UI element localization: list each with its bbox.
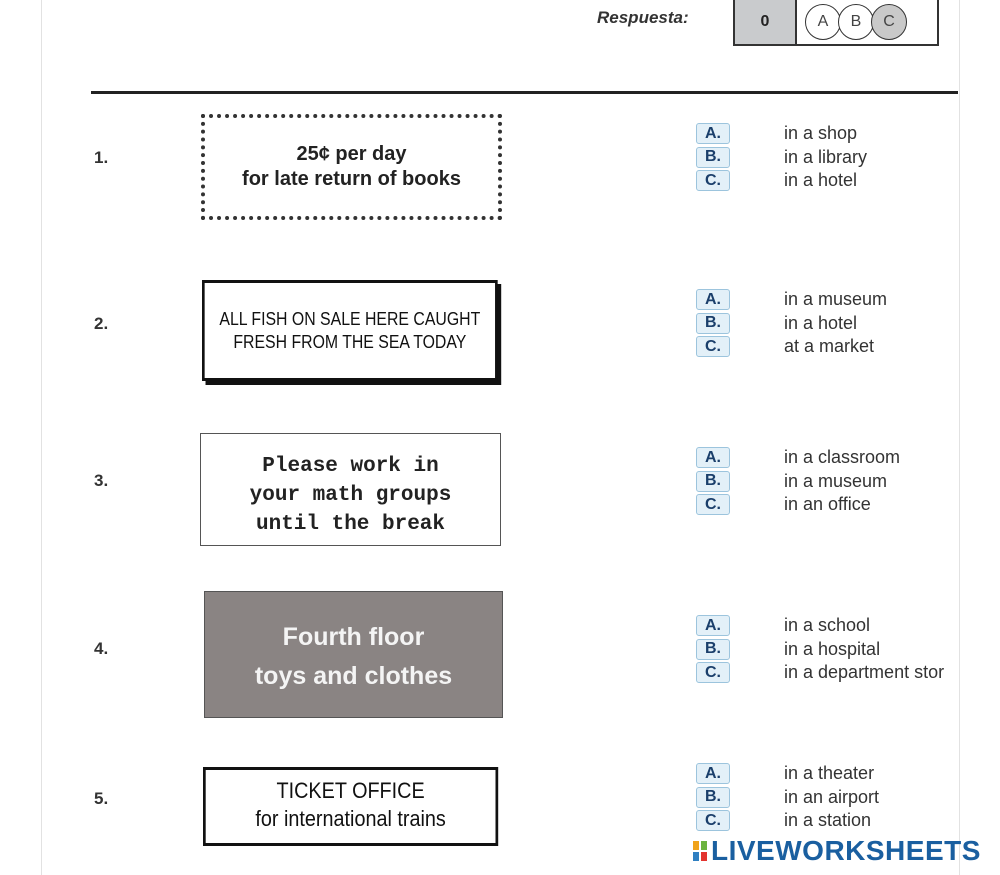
option-text[interactable]: in an office bbox=[784, 494, 871, 515]
option-letter[interactable]: B. bbox=[696, 147, 730, 168]
option-a[interactable] bbox=[696, 446, 901, 470]
option-c[interactable] bbox=[696, 809, 872, 833]
sign-image-4 bbox=[204, 591, 503, 718]
option-letter[interactable]: A. bbox=[696, 447, 730, 468]
answer-bubble-b: B bbox=[838, 4, 874, 40]
option-text[interactable]: in a hospital bbox=[784, 638, 881, 659]
option-a[interactable] bbox=[696, 122, 858, 146]
question-number: 4. bbox=[94, 639, 109, 658]
sign-text-line: toys and clothes bbox=[254, 662, 453, 690]
sign-image-3 bbox=[200, 433, 501, 546]
option-a[interactable] bbox=[696, 288, 888, 312]
option-letter[interactable]: A. bbox=[696, 615, 730, 636]
option-a[interactable] bbox=[696, 614, 871, 638]
answer-label: Respuesta: bbox=[597, 8, 689, 27]
answer-example-number: 0 bbox=[735, 0, 797, 44]
logo-square bbox=[700, 840, 708, 851]
sign-image-2 bbox=[202, 280, 498, 381]
question-number: 3. bbox=[94, 471, 109, 490]
logo-square bbox=[692, 851, 700, 862]
option-text[interactable]: in a library bbox=[784, 146, 868, 167]
option-letter[interactable]: B. bbox=[696, 787, 730, 808]
option-letter[interactable]: C. bbox=[696, 662, 730, 683]
question-number: 1. bbox=[94, 148, 109, 167]
option-text[interactable]: in a shop bbox=[784, 123, 858, 144]
logo-square bbox=[692, 840, 700, 851]
option-b[interactable] bbox=[696, 638, 881, 662]
option-text[interactable]: in a hotel bbox=[784, 170, 858, 191]
option-letter[interactable]: C. bbox=[696, 336, 730, 357]
sign-image-1 bbox=[201, 114, 502, 220]
question-number: 5. bbox=[94, 789, 109, 808]
option-text[interactable]: in a hotel bbox=[784, 312, 858, 333]
option-a[interactable] bbox=[696, 762, 875, 786]
option-c[interactable] bbox=[696, 169, 858, 193]
option-text[interactable]: in a museum bbox=[784, 470, 888, 491]
option-text[interactable]: in a museum bbox=[784, 289, 888, 310]
option-letter[interactable]: C. bbox=[696, 170, 730, 191]
option-letter[interactable]: C. bbox=[696, 494, 730, 515]
options-list-3 bbox=[696, 446, 901, 517]
option-b[interactable] bbox=[696, 146, 868, 170]
option-letter[interactable]: B. bbox=[696, 313, 730, 334]
answer-bubble-c: C bbox=[871, 4, 907, 40]
option-letter[interactable]: B. bbox=[696, 639, 730, 660]
liveworksheets-icon bbox=[692, 840, 708, 862]
option-text[interactable]: in a station bbox=[784, 810, 872, 831]
option-b[interactable] bbox=[696, 470, 888, 494]
option-text[interactable]: in a theater bbox=[784, 763, 875, 784]
header-divider bbox=[91, 91, 958, 94]
sign-text-line: for international trains bbox=[255, 806, 446, 831]
option-letter[interactable]: C. bbox=[696, 810, 730, 831]
option-text[interactable]: in a school bbox=[784, 615, 871, 636]
sign-text-line: 25¢ per day bbox=[296, 143, 407, 165]
option-b[interactable] bbox=[696, 786, 880, 810]
answer-example-box bbox=[733, 0, 939, 46]
option-text[interactable]: in an airport bbox=[784, 786, 880, 807]
option-letter[interactable]: A. bbox=[696, 763, 730, 784]
option-c[interactable] bbox=[696, 661, 945, 685]
option-text[interactable]: in a department stor bbox=[784, 662, 945, 683]
options-list-2 bbox=[696, 288, 888, 359]
options-list-5 bbox=[696, 762, 880, 833]
option-c[interactable] bbox=[696, 335, 875, 359]
answer-bubble-a: A bbox=[805, 4, 841, 40]
liveworksheets-logo[interactable] bbox=[692, 835, 981, 867]
logo-square bbox=[700, 851, 708, 862]
sign-text-line: Fourth floor bbox=[282, 623, 425, 651]
sign-image-5 bbox=[203, 767, 498, 846]
brand-text: LIVEWORKSHEETS bbox=[711, 835, 981, 866]
options-list-4 bbox=[696, 614, 945, 685]
option-text[interactable]: in a classroom bbox=[784, 447, 901, 468]
sign-text-line: until the break bbox=[255, 513, 446, 536]
sign-text-line: your math groups bbox=[249, 484, 452, 507]
sign-text-line: FRESH FROM THE SEA TODAY bbox=[233, 332, 467, 352]
option-b[interactable] bbox=[696, 312, 858, 336]
question-number: 2. bbox=[94, 314, 109, 333]
options-list-1 bbox=[696, 122, 868, 193]
option-text[interactable]: at a market bbox=[784, 336, 875, 357]
option-c[interactable] bbox=[696, 493, 871, 517]
sign-text-line: for late return of books bbox=[242, 168, 461, 190]
option-letter[interactable]: B. bbox=[696, 471, 730, 492]
option-letter[interactable]: A. bbox=[696, 289, 730, 310]
option-letter[interactable]: A. bbox=[696, 123, 730, 144]
sign-text-line: ALL FISH ON SALE HERE CAUGHT bbox=[219, 309, 481, 329]
sign-text-line: Please work in bbox=[262, 455, 439, 478]
sign-text-line: TICKET OFFICE bbox=[276, 778, 425, 803]
